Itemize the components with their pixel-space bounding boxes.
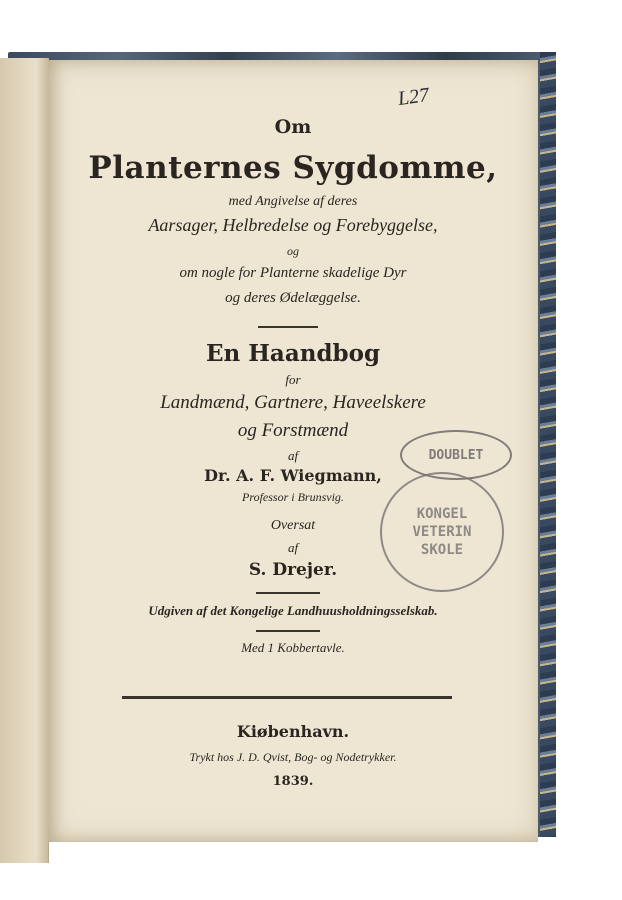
author-name: Dr. A. F. Wiegmann,	[204, 466, 382, 485]
audience-line2: og Forstmænd	[237, 420, 349, 441]
subtitle-line1: med Angivelse af deres	[228, 194, 358, 209]
divider-rule-2	[256, 592, 320, 594]
divider-rule	[258, 326, 318, 328]
main-title: Planternes Sygdomme,	[88, 150, 498, 186]
library-stamp-line3: SKOLE	[420, 542, 464, 558]
imprint-city: Kiøbenhavn.	[236, 722, 350, 741]
subtitle-line3: og	[287, 244, 299, 258]
imprint-year: 1839.	[272, 774, 314, 789]
library-stamp-line2: VETERIN	[412, 524, 472, 540]
translated-label: Oversat	[270, 518, 316, 533]
title-om: Om	[274, 116, 312, 138]
plates-line: Med 1 Kobbertavle.	[241, 640, 345, 655]
long-rule	[122, 696, 452, 699]
publisher-line: Udgiven af det Kongelige Landhuusholdningsselskab.	[148, 603, 438, 618]
cover-edge	[540, 52, 556, 837]
translator-name: S. Drejer.	[248, 560, 338, 580]
library-stamp-line1: KONGEL	[416, 506, 468, 522]
imprint-printer: Trykt hos J. D. Qvist, Bog- og Nodetrykker.	[189, 750, 397, 764]
subtitle-line4: om nogle for Planterne skadelige Dyr	[179, 265, 407, 281]
doublet-stamp-text: DOUBLET	[428, 447, 484, 463]
author-role: Professor i Brunsvig.	[242, 490, 344, 504]
subtitle-line5: og deres Ødelæggelse.	[225, 290, 361, 306]
shelfmark-handwritten: L27	[396, 83, 431, 111]
divider-rule-3	[256, 630, 320, 632]
library-stamp	[380, 472, 504, 592]
doublet-stamp	[400, 430, 512, 480]
af-label-2: af	[287, 540, 299, 555]
left-leaf	[0, 58, 49, 863]
af-label: af	[287, 448, 299, 463]
subtitle-line2: Aarsager, Helbredelse og Forebyggelse,	[148, 215, 438, 235]
handbook-heading: En Haandbog	[205, 340, 381, 367]
audience-line1: Landmænd, Gartnere, Haveelskere	[160, 392, 426, 413]
for-label: for	[285, 372, 301, 387]
